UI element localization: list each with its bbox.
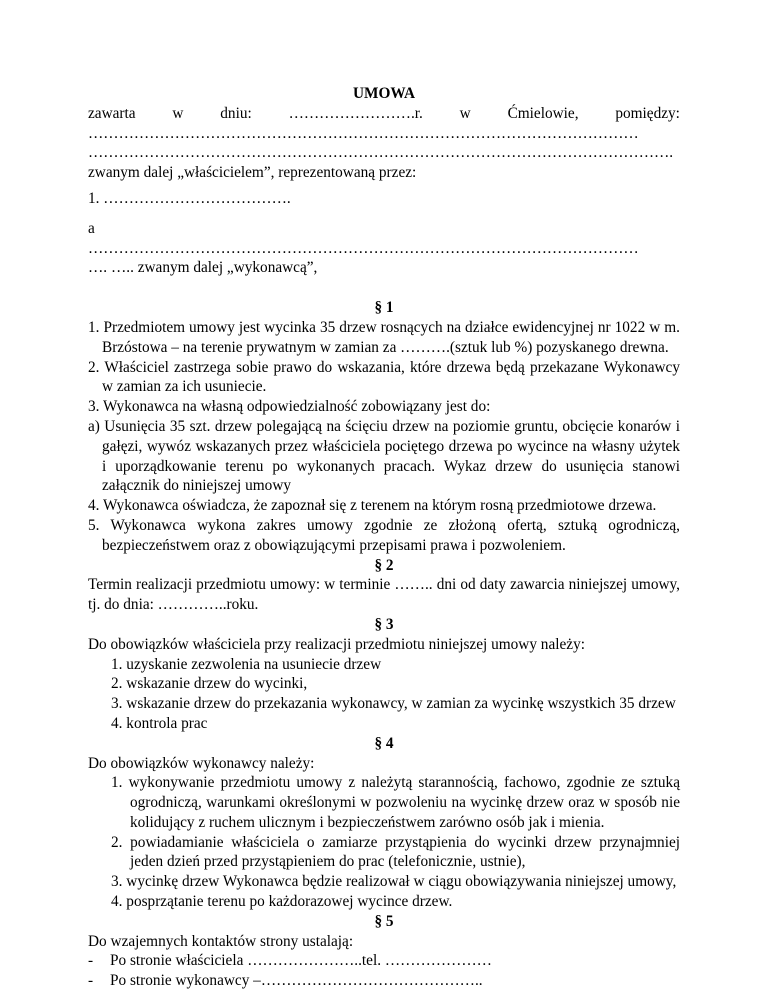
section-3-item: 2. wskazanie drzew do wycinki, (111, 675, 308, 693)
section-1-point-1: 1. Przedmiotem umowy jest wycinka 35 drzew rosnących na działce ewidencyjnej nr 1022 w m. Brzóstowa – na terenie prywatnym w zamian za ……….(sztuk lub %) pozyskanego drewna. (88, 318, 680, 356)
section-heading-1: § 1 (374, 299, 394, 317)
section-4-intro: Do obowiązków wykonawcy należy: (88, 754, 315, 772)
section-4-item: 2. powiadamianie właściciela o zamiarze przystąpienia do wycinki drzew przynajmniej jeden dzień przed przystąpieniem do prac (telefonicznie, ustnie), (111, 833, 680, 871)
dotted-line: ……………………………………………………………………………………………………. (88, 144, 674, 162)
section-5-intro: Do wzajemnych kontaktów strony ustalają: (88, 932, 354, 950)
section-2-text: Termin realizacji przedmiotu umowy: w terminie …….. dni od daty zawarcia niniejszej umowy, tj. do dnia: …………..roku. (88, 576, 680, 614)
section-heading-2: § 2 (374, 556, 394, 574)
contact-owner-text: Po stronie właściciela …………………..tel. ………………… (110, 952, 492, 970)
intro-word: zawarta (88, 104, 136, 122)
dotted-line: ……………………………………………………………………………………………… (88, 124, 639, 142)
date-placeholder: …………………….r. (288, 104, 423, 122)
section-heading-5: § 5 (374, 912, 394, 930)
contract-document (88, 84, 680, 991)
section-4-item: 3. wycinkę drzew Wykonawca będzie realizował w ciągu obowiązywania niniejszej umowy, (111, 873, 677, 891)
contact-contractor-text: Po stronie wykonawcy –…………………………………….. (110, 972, 483, 990)
section-4-item: 1. wykonywanie przedmiotu umowy z należytą starannością, fachowo, zgodnie ze sztuką ogrodniczą, warunkami określonymi w pozwoleniu na wycinkę drzew oraz w sposób nie kolidujący z ruchem ulicznym i bezpieczeństwem zarówno osób jak i mienia. (111, 774, 680, 831)
owner-line: zwanym dalej „właścicielem”, reprezentowaną przez: (88, 164, 417, 182)
section-3-intro: Do obowiązków właściciela przy realizacji przedmiotu niniejszej umowy należy: (88, 635, 585, 653)
section-4-item: 4. posprzątanie terenu po każdorazowej wycince drzew. (111, 893, 453, 911)
contact-owner (88, 951, 680, 971)
section-1-point-a: a) Usunięcia 35 szt. drzew polegającą na ścięciu drzew na poziomie gruntu, obcięcie konarów i gałęzi, wywóz wskazanych przez właściciela pociętego drzewa po wycince na własny użytek i uporządkowanie terenu po wykonanych pracach. Wykaz drzew do usunięcia stanowi załącznik do niniejszej umowy (88, 417, 680, 495)
contractor-line: …. ….. zwanym dalej „wykonawcą”, (88, 259, 318, 277)
section-heading-4: § 4 (374, 734, 394, 752)
conjunction: a (88, 219, 95, 237)
section-1-point-3: 3. Wykonawca na własną odpowiedzialność zobowiązany jest do: (88, 398, 491, 416)
place-name: Ćmielowie, (507, 104, 579, 122)
section-1-point-5: 5. Wykonawca wykona zakres umowy zgodnie ze złożoną ofertą, sztuką ogrodniczą, bezpieczeństwem oraz z obowiązującymi przepisami prawa i pozwoleniem. (88, 516, 680, 554)
representative-line: 1. ………………………………. (88, 189, 291, 207)
section-1-point-2: 2. Właściciel zastrzega sobie prawo do wskazania, które drzewa będą przekazane Wykonawcy w zamian za ich usuniecie. (88, 358, 680, 396)
section-3-item: 4. kontrola prac (111, 714, 208, 732)
dotted-line: ……………………………………………………………………………………………… (88, 239, 639, 257)
section-3-item: 3. wskazanie drzew do przekazania wykonawcy, w zamian za wycinkę wszystkich 35 drzew (111, 695, 676, 713)
section-3-item: 1. uzyskanie zezwolenia na usuniecie drzew (111, 655, 382, 673)
intro-word: w (172, 104, 184, 122)
intro-row (88, 104, 680, 124)
section-1-point-4: 4. Wykonawca oświadcza, że zapoznał się z terenem na którym rosną przedmiotowe drzewa. (88, 497, 657, 515)
contact-contractor (88, 971, 680, 991)
document-title: UMOWA (352, 85, 416, 102)
section-heading-3: § 3 (374, 615, 394, 633)
intro-word: pomiędzy: (615, 104, 680, 122)
intro-word: dniu: (220, 104, 252, 122)
intro-word: w (459, 104, 471, 122)
dash-marker: - (88, 972, 94, 990)
dash-marker: - (88, 952, 94, 970)
